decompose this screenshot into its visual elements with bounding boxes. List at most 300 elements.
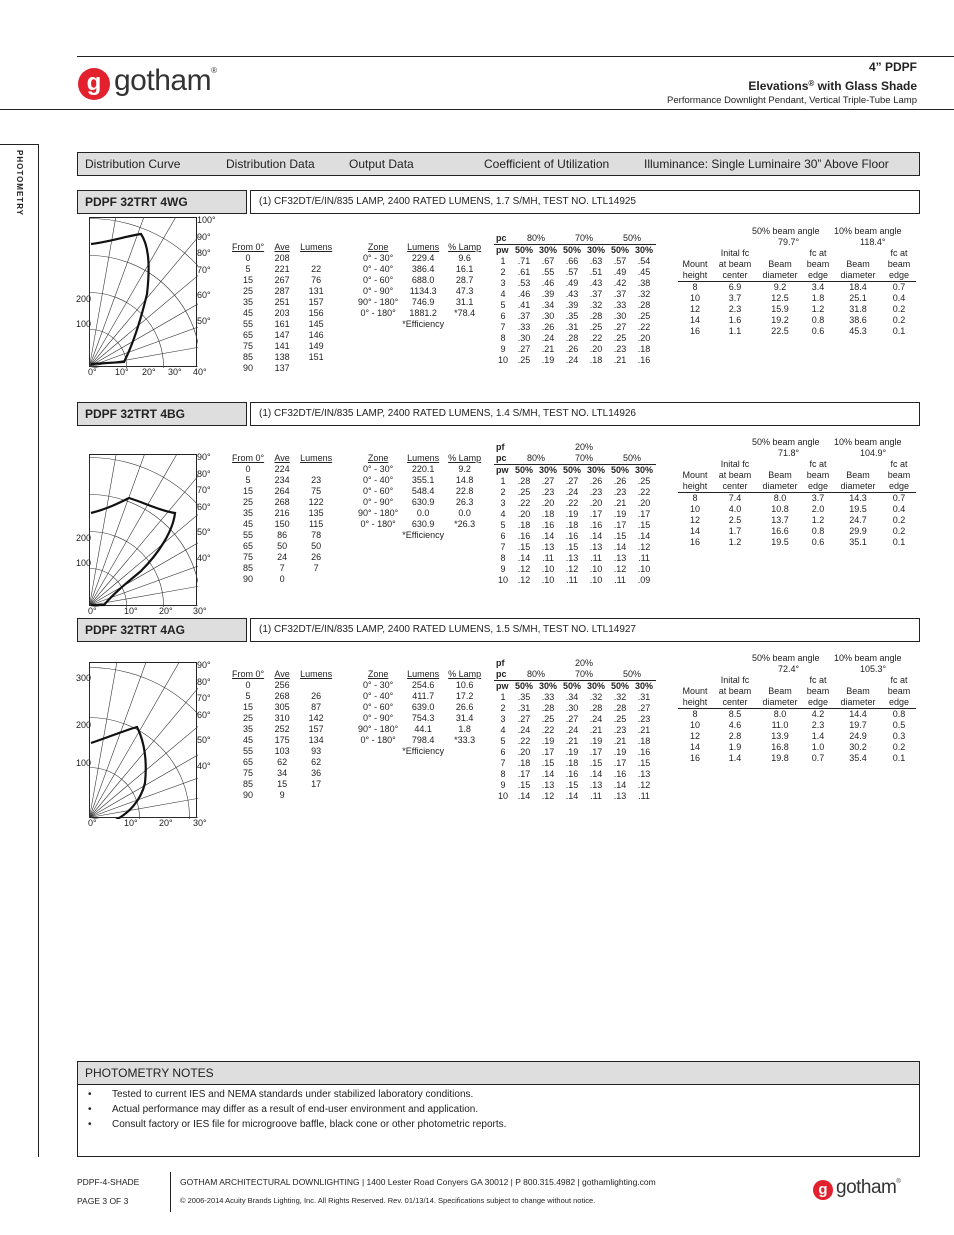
table-row [230,541,334,552]
nav-distribution-curve[interactable]: Distribution Curve [85,157,181,171]
table-cell: .14 [517,553,531,563]
table-row [230,779,334,790]
table-cell: 147 [274,330,290,340]
table-row [494,791,656,802]
table-cell: 1.9 [728,742,742,752]
table-cell: 25 [243,286,254,296]
table-cell: .22 [637,487,651,497]
table-cell: .26 [589,476,603,486]
table-cell: 14 [689,742,700,752]
table-row [356,680,483,691]
table-cell: 45 [243,308,254,318]
table-cell: Zone [367,669,389,679]
table-cell: 630.9 [411,497,435,507]
table-cell: 15.9 [771,304,789,314]
gotham-logo-mark: g [78,68,110,100]
table-cell: .27 [517,714,531,724]
nav-coefficient-utilization[interactable]: Coefficient of Utilization [484,157,610,171]
table-cell: 305 [274,702,290,712]
illum-header-row [678,459,916,470]
table-cell: 1.2 [811,304,825,314]
product-name: PDPF 32TRT 4AG [85,623,186,637]
table-row [230,341,334,352]
table-cell [678,459,712,470]
table-row [230,519,334,530]
curve-angle-label: 40° [197,761,211,771]
table-row [230,286,334,297]
table-cell: .10 [541,575,555,585]
table-cell: 122 [308,497,324,507]
table-header-row [356,669,483,680]
table-cell: .15 [541,758,555,768]
table-cell: 14.3 [849,493,867,503]
table-cell: Beam [768,259,792,269]
table-cell: 86 [277,530,288,540]
distribution-curve [89,217,198,368]
table-cell [446,746,483,757]
table-cell: 798.4 [411,735,435,745]
curve-radial-line [90,217,159,367]
table-cell: beam [806,686,830,696]
curve-angle-label: 30° [193,818,207,828]
table-cell: center [712,697,758,709]
table-cell: 2 [500,487,506,497]
table-cell: 8 [692,709,698,719]
table-cell: .53 [517,278,531,288]
table-cell [298,363,334,374]
table-cell: 10 [497,355,508,365]
table-cell: .23 [541,487,555,497]
table-cell: .61 [517,267,531,277]
table-cell: 85 [243,563,254,573]
table-cell: pf [496,658,505,668]
cu-table [494,442,656,586]
table-cell: 7 [279,563,285,573]
table-row [356,319,483,330]
distribution-curve [89,662,198,819]
table-cell: 65 [243,757,254,767]
table-cell: 24 [277,552,288,562]
table-row [678,731,916,742]
curve-radial-line [90,454,159,606]
table-cell: pw [494,245,512,257]
table-row [356,275,483,286]
illuminance-block [678,437,918,567]
table-cell: 3.7 [811,493,825,503]
table-cell: .55 [541,267,555,277]
illum-header-row [678,686,916,697]
table-cell: 0.2 [892,515,906,525]
distribution-curve [89,454,198,607]
table-cell: 50% [512,681,536,693]
table-row [230,253,334,264]
table-cell: 115 [308,519,324,529]
table-cell: % Lamp [448,669,482,679]
curve-angle-label: 20° [142,367,156,377]
table-cell: 4.6 [728,720,742,730]
header-rule [77,56,954,57]
table-cell: .57 [613,256,627,266]
table-cell: 1.0 [811,742,825,752]
table-cell: 45.3 [849,326,867,336]
test-description: (1) CF32DT/E/IN/835 LAMP, 2400 RATED LUMENS, 1.5 S/MH, TEST NO. LTL14927 [259,624,636,635]
curve-radial-line [90,454,199,606]
table-row [494,531,656,542]
table-cell: 75 [243,552,254,562]
curve-angle-label: 50° [197,316,211,326]
table-cell: 1 [500,256,506,266]
table-cell: 0° - 90° [363,497,394,507]
table-cell: 161 [274,319,290,329]
table-cell: 0.6 [811,537,825,547]
table-cell: 9 [500,780,506,790]
table-cell: .43 [565,289,579,299]
table-cell [356,319,400,330]
table-cell: .25 [637,476,651,486]
gotham-logo-word: gotham® [114,64,217,97]
product-subtitle: Elevations® with Glass Shade [748,79,917,93]
table-cell: 234 [274,475,290,485]
table-cell: .18 [541,509,555,519]
table-row [356,497,483,508]
table-row [494,300,656,311]
table-cell: .19 [589,736,603,746]
table-cell: beam [806,259,830,269]
table-cell: .23 [613,344,627,354]
table-row [494,520,656,531]
table-cell: 19.7 [849,720,867,730]
table-cell: height [678,481,712,493]
table-cell: 746.9 [411,297,435,307]
table-row [678,293,916,304]
table-cell: 8 [500,769,506,779]
table-row [678,742,916,753]
table-cell: 1.4 [728,753,742,763]
product-name: PDPF 32TRT 4BG [85,407,186,421]
table-cell: .17 [589,747,603,757]
table-cell: 30% [632,465,656,477]
table-row [356,464,483,475]
table-cell: .19 [541,736,555,746]
table-cell: .13 [541,542,555,552]
table-cell [758,675,802,686]
table-cell: 9 [279,790,285,800]
table-cell: 50% [560,245,584,257]
table-cell: 30% [632,245,656,257]
table-cell [298,790,334,801]
table-cell: .24 [565,487,579,497]
table-cell: .34 [541,300,555,310]
table-row [494,333,656,344]
table-row [494,267,656,278]
nav-output-data[interactable]: Output Data [349,157,414,171]
table-cell: .15 [517,542,531,552]
table-cell: 29.9 [849,526,867,536]
table-cell: Mount [682,259,708,269]
table-row [230,530,334,541]
table-cell: 548.4 [411,486,435,496]
table-cell: 0 [245,253,251,263]
beam10-label: 10% beam angle [834,226,902,236]
table-cell: .22 [589,333,603,343]
table-cell: .33 [613,300,627,310]
table-cell: diameter [758,697,802,709]
cu-pc-row [494,669,656,681]
table-cell: 0° - 60° [363,275,394,285]
table-cell: .24 [589,714,603,724]
table-cell: .14 [517,791,531,801]
table-cell: beam [887,686,911,696]
table-row [678,537,916,548]
table-cell: 8.5 [728,709,742,719]
illum-header-row [678,259,916,270]
table-cell [298,574,334,585]
test-info [250,190,920,214]
table-cell: 16 [689,537,700,547]
table-cell: 50% [608,245,632,257]
table-cell: .11 [590,791,602,801]
table-cell: 1.7 [728,526,742,536]
table-row [356,264,483,275]
table-cell: 2.3 [728,304,742,314]
photometry-notes [77,1061,920,1157]
table-cell: .16 [565,769,579,779]
curve-angle-label: 30° [168,367,182,377]
table-cell: 87 [311,702,322,712]
curve-ring [89,458,198,608]
table-cell: 90° - 180° [358,508,399,518]
table-cell: .11 [590,553,602,563]
table-cell [834,675,882,686]
table-cell: Mount [682,470,708,480]
table-cell: 8 [500,333,506,343]
table-cell: 0° - 40° [363,475,394,485]
table-row [230,486,334,497]
table-cell: .22 [637,322,651,332]
curve-angle-label: 10° [124,606,138,616]
table-cell: 50% [512,465,536,477]
table-cell: 0° - 40° [363,264,394,274]
table-cell: pc [496,233,507,243]
table-cell: .13 [589,542,603,552]
table-cell: .24 [565,725,579,735]
table-cell [758,459,802,470]
table-cell: .28 [589,703,603,713]
table-cell: 264 [274,486,290,496]
table-cell: 0 [245,464,251,474]
table-cell: .32 [589,300,603,310]
table-cell: .12 [565,564,579,574]
table-cell: 12 [689,731,700,741]
table-cell: .17 [613,758,627,768]
table-cell: 23 [311,475,322,485]
table-cell: *Efficiency [402,319,445,329]
table-cell: fc at [890,248,908,258]
table-cell: diameter [758,270,802,282]
table-cell: 630.9 [411,519,435,529]
table-cell: Lumens [300,669,333,679]
table-cell: 93 [311,746,322,756]
table-cell: .32 [589,692,603,702]
illum-header-row [678,470,916,481]
table-cell: From 0° [232,453,265,463]
table-cell: beam [887,470,911,480]
illuminance-table [678,459,916,548]
table-cell: 1.8 [811,293,825,303]
table-cell: 30.2 [849,742,867,752]
table-header-row [356,242,483,253]
table-row [230,330,334,341]
table-cell: 0.2 [892,742,906,752]
table-cell: .26 [613,476,627,486]
cu-pw-row [494,465,656,477]
table-cell: 287 [274,286,290,296]
cu-pf-value: 20% [574,442,593,452]
table-cell: Lumens [300,453,333,463]
table-cell: .30 [541,311,555,321]
table-cell: .10 [637,564,651,574]
table-cell: Inital fc [720,248,750,258]
table-cell: Inital fc [720,459,750,469]
table-cell: .17 [613,520,627,530]
table-cell: 0.8 [811,526,825,536]
table-cell: .16 [637,747,651,757]
table-cell: .12 [541,791,555,801]
table-row [678,709,916,721]
table-cell: 229.4 [411,253,435,263]
table-cell: 50% [608,681,632,693]
table-cell: 5 [500,300,506,310]
table-cell: 8.0 [773,709,787,719]
table-cell: 208 [274,253,290,263]
table-cell: Inital fc [720,675,750,685]
table-cell: *26.3 [454,519,476,529]
table-cell: .18 [517,758,531,768]
table-cell: 0° - 180° [360,308,396,318]
table-cell: 12 [689,515,700,525]
table-cell: 34 [277,768,288,778]
table-row [494,278,656,289]
table-cell: 12 [689,304,700,314]
table-cell: .27 [637,703,651,713]
curve-angle-label: 80° [197,248,211,258]
note-item: • Consult factory or IES file for microgroove baffle, black cone or other photometric reports. [78,1119,506,1134]
table-cell: .41 [517,300,531,310]
table-cell: .46 [541,278,555,288]
table-cell: 2.5 [728,515,742,525]
table-cell: 0.0 [458,508,471,518]
table-cell: 2.3 [811,720,825,730]
table-cell: 14.8 [455,475,474,485]
curve-frame [90,455,197,606]
curve-radial-label: 200 [76,533,92,543]
table-cell: 0° - 180° [360,519,396,529]
section-4wg [0,190,954,390]
curve-radial-line [90,469,199,606]
table-cell: 5 [245,264,251,274]
nav-illuminance[interactable]: Illuminance: Single Luminaire 30” Above Floor [644,157,889,171]
cu-pc-row [494,453,656,465]
table-cell: beam [887,259,911,269]
table-cell: edge [802,270,834,282]
table-cell: .27 [565,476,579,486]
table-cell: 9.2 [773,282,787,292]
cu-pc-value: 80% [526,669,545,679]
table-cell: .14 [541,531,555,541]
cu-pf-row [494,658,656,669]
product-name: PDPF 32TRT 4WG [85,195,188,209]
illum-header-row [678,270,916,282]
table-cell: 150 [274,519,290,529]
table-cell: 156 [308,308,324,318]
table-cell: Zone [367,453,389,463]
table-cell: 26 [311,552,322,562]
table-row [494,553,656,564]
nav-distribution-data[interactable]: Distribution Data [226,157,315,171]
table-cell: .18 [565,758,579,768]
table-cell: .25 [517,355,531,365]
table-cell: 146 [308,330,324,340]
table-cell: .35 [565,311,579,321]
table-cell: .71 [517,256,531,266]
table-cell: .25 [613,714,627,724]
cu-pc-value: 70% [574,453,593,463]
table-row [494,498,656,509]
table-row [230,319,334,330]
table-row [356,286,483,297]
table-cell: 135 [308,508,324,518]
curve-radial-line [90,536,199,605]
table-cell: at beam [718,259,752,269]
table-cell: 0° - 60° [363,702,394,712]
table-cell: 754.3 [411,713,435,723]
table-cell: height [678,270,712,282]
cu-pf-value: 20% [574,658,593,668]
table-row [356,508,483,519]
table-cell: 22.5 [771,326,789,336]
table-cell: pf [496,442,505,452]
table-cell: .63 [589,256,603,266]
table-row [494,714,656,725]
cu-pc-value: 80% [526,453,545,463]
table-cell: 75 [311,486,322,496]
curve-angle-label: 70° [197,693,211,703]
table-cell: fc at [890,675,908,685]
curve-angle-label: 40° [193,367,207,377]
distribution-table [230,242,334,374]
beam50-label: 50% beam angle [752,437,820,447]
table-cell: 411.7 [412,691,435,701]
table-cell: 0.4 [892,504,906,514]
table-cell: 268 [274,691,290,701]
curve-radial-label: 200 [76,294,92,304]
illum-header-row [678,481,916,493]
table-cell: 8 [500,553,506,563]
table-cell: 90° - 180° [358,297,399,307]
illuminance-table [678,675,916,764]
table-cell: 4 [500,509,506,519]
table-cell: .38 [637,278,651,288]
test-description: (1) CF32DT/E/IN/835 LAMP, 2400 RATED LUMENS, 1.4 S/MH, TEST NO. LTL14926 [259,408,636,419]
table-cell: .14 [613,542,627,552]
cu-pw-row [494,681,656,693]
table-cell: edge [802,697,834,709]
table-cell: 30% [584,465,608,477]
table-cell: 50% [608,465,632,477]
table-cell: 35.1 [849,537,867,547]
cu-pc-value: 50% [622,453,641,463]
curve-radial-line [90,230,199,367]
